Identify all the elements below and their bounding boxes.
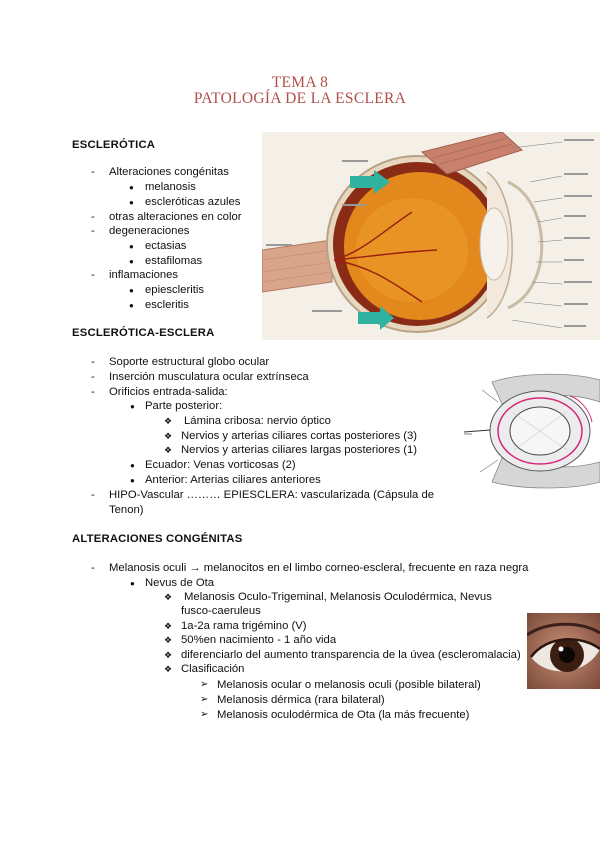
title-line-2: PATOLOGÍA DE LA ESCLERA xyxy=(193,89,407,107)
dash-bullet: - xyxy=(91,269,95,281)
list-item: estafilomas xyxy=(145,255,203,267)
arrowhead-bullet: ➢ xyxy=(200,679,209,690)
list-item: 50%en nacimiento - 1 año vida xyxy=(181,634,337,646)
list-item: inflamaciones xyxy=(109,269,179,281)
dash-bullet: - xyxy=(91,562,95,574)
dash-bullet: - xyxy=(91,211,95,223)
list-item-continuation: fusco-caeruleus xyxy=(181,605,261,617)
diamond-bullet: ❖ xyxy=(164,416,173,426)
list-item: melanosis xyxy=(145,181,196,193)
dash-bullet: - xyxy=(91,356,95,368)
dot-bullet: ● xyxy=(129,301,134,310)
diamond-bullet: ❖ xyxy=(164,621,173,631)
list-item: Melanosis oculodérmica de Ota (la más frecuente) xyxy=(217,709,470,721)
list-item: Soporte estructural globo ocular xyxy=(109,356,270,368)
diamond-bullet: ❖ xyxy=(164,592,173,602)
list-item: Melanosis dérmica (rara bilateral) xyxy=(217,694,385,706)
diamond-bullet: ❖ xyxy=(164,650,173,660)
list-item: degeneraciones xyxy=(109,225,190,237)
list-item: HIPO-Vascular ……… EPIESCLERA: vascularizada (Cápsula de xyxy=(109,489,435,501)
diamond-bullet: ❖ xyxy=(164,635,173,645)
list-item: Alteraciones congénitas xyxy=(109,166,229,178)
list-item: Nevus de Ota xyxy=(145,577,215,589)
dot-bullet: ● xyxy=(130,476,135,485)
list-item-continuation: Tenon) xyxy=(109,504,144,516)
section-heading-esclerotica-esclera: ESCLERÓTICA-ESCLERA xyxy=(72,327,215,339)
list-item: diferenciarlo del aumento transparencia de la úvea (escleromalacia) xyxy=(181,649,521,661)
page-title xyxy=(0,76,600,107)
list-item: epiescleritis xyxy=(145,284,205,296)
list-item: Ecuador: Venas vorticosas (2) xyxy=(145,459,296,471)
section-heading-esclerotica: ESCLERÓTICA xyxy=(72,139,156,151)
orbit-section-illustration xyxy=(462,372,600,490)
arrowhead-bullet: ➢ xyxy=(200,694,209,705)
arrowhead-bullet: ➢ xyxy=(200,709,209,720)
dot-bullet: ● xyxy=(129,242,134,251)
list-item: Inserción musculatura ocular extrínseca xyxy=(109,371,309,383)
eye-photo-illustration xyxy=(527,613,600,689)
list-item: Melanosis ocular o melanosis oculi (posible bilateral) xyxy=(217,679,481,691)
list-item: Nervios y arterias ciliares largas posteriores (1) xyxy=(181,444,418,456)
list-item: Lámina cribosa: nervio óptico xyxy=(184,415,331,427)
dash-bullet: - xyxy=(91,386,95,398)
orbit-diagram-figure xyxy=(462,372,600,490)
dot-bullet: ● xyxy=(130,461,135,470)
list-item: Melanosis Oculo-Trigeminal, Melanosis Oculodérmica, Nevus xyxy=(184,591,492,603)
list-item: ectasias xyxy=(145,240,187,252)
dash-bullet: - xyxy=(91,225,95,237)
list-item: Nervios y arterias ciliares cortas posteriores (3) xyxy=(181,430,418,442)
list-item: Parte posterior: xyxy=(145,400,223,412)
eye-anatomy-figure xyxy=(262,132,600,340)
dash-bullet: - xyxy=(91,371,95,383)
list-item: Clasificación xyxy=(181,663,245,675)
eye-photo-figure xyxy=(527,613,600,689)
list-item: Melanosis oculi → melanocitos en el limbo corneo-escleral, frecuente en raza negra xyxy=(109,562,529,574)
list-item: escleritis xyxy=(145,299,189,311)
dot-bullet: ● xyxy=(129,257,134,266)
list-item: Anterior: Arterias ciliares anteriores xyxy=(145,474,321,486)
dot-bullet: ● xyxy=(129,198,134,207)
diamond-bullet: ❖ xyxy=(164,431,173,441)
dot-bullet: ● xyxy=(130,402,135,411)
title-line-1: TEMA 8 xyxy=(271,74,329,91)
dash-bullet: - xyxy=(91,166,95,178)
list-item: 1a-2a rama trigémino (V) xyxy=(181,620,307,632)
list-item: Orificios entrada-salida: xyxy=(109,386,228,398)
list-item: otras alteraciones en color xyxy=(109,211,242,223)
dash-bullet: - xyxy=(91,489,95,501)
list-item: escleróticas azules xyxy=(145,196,241,208)
dot-bullet: ● xyxy=(129,286,134,295)
diamond-bullet: ❖ xyxy=(164,445,173,455)
section-heading-alteraciones-congenitas: ALTERACIONES CONGÉNITAS xyxy=(72,533,243,545)
diamond-bullet: ❖ xyxy=(164,664,173,674)
dot-bullet: ● xyxy=(130,579,135,588)
eye-cross-section-illustration xyxy=(262,132,600,340)
dot-bullet: ● xyxy=(129,183,134,192)
